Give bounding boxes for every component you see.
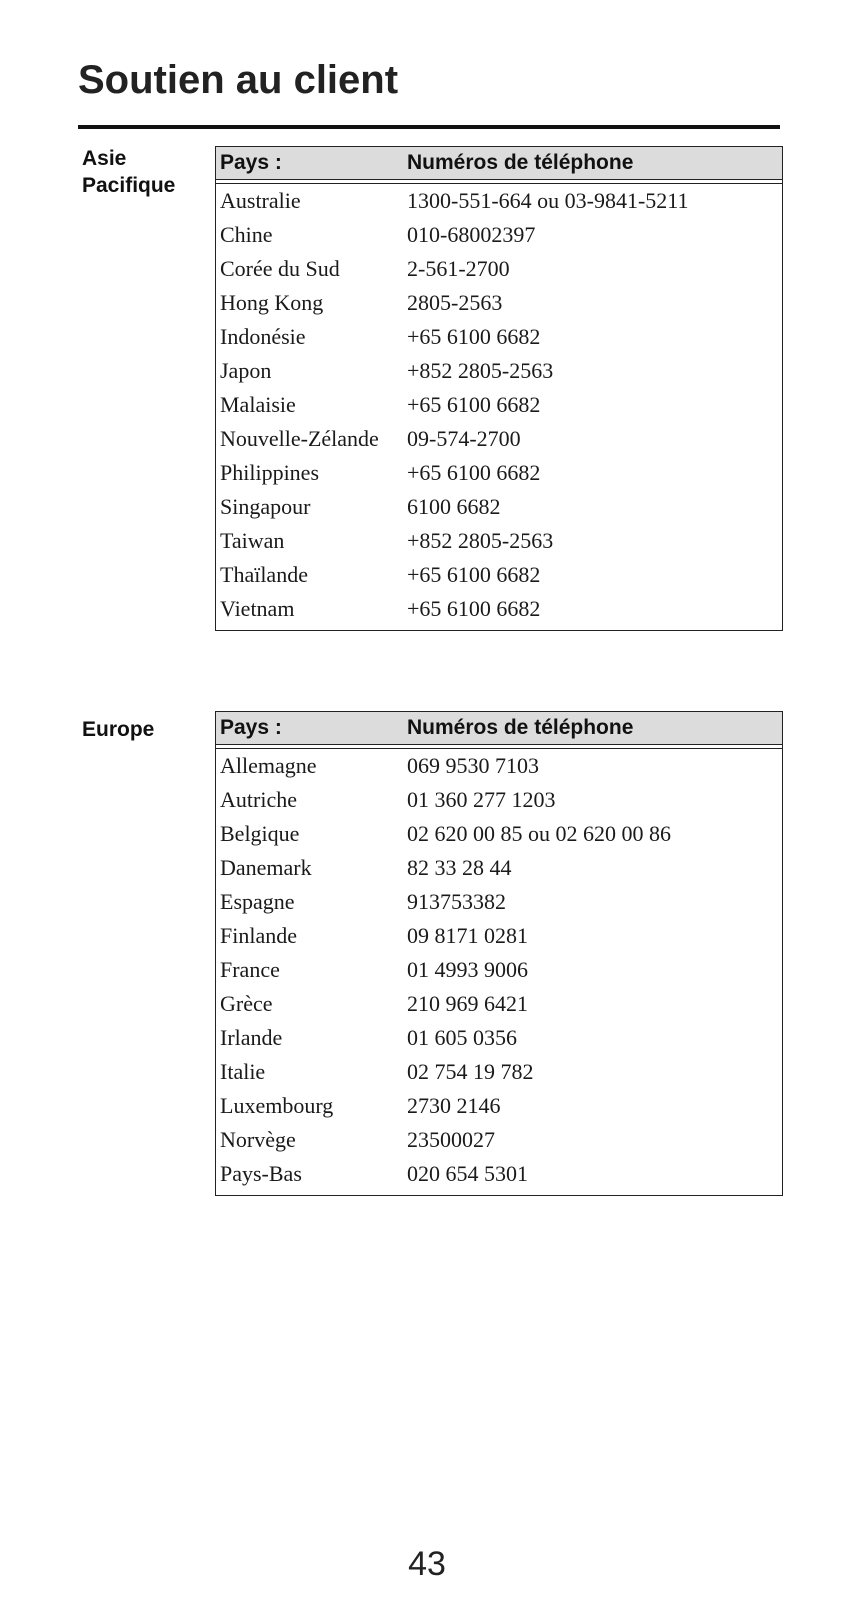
country-cell: Australie: [220, 188, 301, 213]
country-cell: Malaisie: [220, 392, 296, 417]
phone-cell: 6100 6682: [407, 494, 501, 519]
country-cell: Danemark: [220, 855, 312, 880]
country-cell: Pays-Bas: [220, 1161, 302, 1186]
section-label-line: Europe: [82, 718, 155, 741]
europe-phone-table: [215, 711, 783, 1196]
phone-cell: 02 754 19 782: [407, 1059, 534, 1084]
table-row: [216, 592, 782, 626]
table-row: [216, 851, 782, 885]
table-row: [216, 320, 782, 354]
phone-cell: 020 654 5301: [407, 1161, 528, 1186]
country-cell: Indonésie: [220, 324, 306, 349]
table-row: [216, 987, 782, 1021]
header-country: Pays :: [220, 716, 282, 739]
country-cell: Italie: [220, 1059, 266, 1084]
table-row: [216, 885, 782, 919]
country-cell: Taiwan: [220, 528, 285, 553]
title-divider: [78, 125, 780, 129]
page-title: Soutien au client: [78, 58, 399, 102]
phone-cell: +65 6100 6682: [407, 596, 541, 621]
country-cell: Allemagne: [220, 753, 317, 778]
table-row: [216, 817, 782, 851]
country-cell: Belgique: [220, 821, 300, 846]
phone-cell: 210 969 6421: [407, 991, 528, 1016]
phone-cell: +852 2805-2563: [407, 528, 554, 553]
country-cell: Thaïlande: [220, 562, 308, 587]
country-cell: Singapour: [220, 494, 311, 519]
country-cell: Philippines: [220, 460, 320, 485]
table-header: [216, 712, 782, 745]
phone-cell: 01 605 0356: [407, 1025, 517, 1050]
phone-cell: +65 6100 6682: [407, 324, 541, 349]
table-row: [216, 218, 782, 252]
section-label-europe: [82, 716, 154, 743]
country-cell: Luxembourg: [220, 1093, 334, 1118]
phone-cell: 2805-2563: [407, 290, 503, 315]
phone-cell: 82 33 28 44: [407, 855, 512, 880]
phone-cell: +65 6100 6682: [407, 392, 541, 417]
table-row: [216, 252, 782, 286]
phone-cell: 2730 2146: [407, 1093, 501, 1118]
country-cell: Japon: [220, 358, 272, 383]
asia-phone-table: [215, 146, 783, 631]
country-cell: Finlande: [220, 923, 297, 948]
phone-cell: 069 9530 7103: [407, 753, 539, 778]
phone-cell: 01 360 277 1203: [407, 787, 556, 812]
phone-cell: 02 620 00 85 ou 02 620 00 86: [407, 821, 671, 846]
phone-cell: 09-574-2700: [407, 426, 521, 451]
table-row: [216, 286, 782, 320]
phone-cell: 1300-551-664 ou 03-9841-5211: [407, 188, 689, 213]
table-row: [216, 953, 782, 987]
header-phone: Numéros de téléphone: [407, 716, 634, 739]
page-number: 43: [408, 1545, 446, 1583]
table-row: [216, 1157, 782, 1191]
country-cell: Hong Kong: [220, 290, 324, 315]
table-body: [216, 184, 782, 630]
table-row: [216, 558, 782, 592]
country-cell: Irlande: [220, 1025, 283, 1050]
table-row: [216, 184, 782, 218]
phone-cell: 010-68002397: [407, 222, 536, 247]
table-body: [216, 749, 782, 1195]
table-row: [216, 749, 782, 783]
phone-cell: +65 6100 6682: [407, 460, 541, 485]
table-row: [216, 783, 782, 817]
section-label-asia-pacific: [82, 145, 175, 199]
section-label-line: Pacifique: [82, 174, 176, 197]
phone-cell: 23500027: [407, 1127, 495, 1152]
country-cell: Nouvelle-Zélande: [220, 426, 379, 451]
country-cell: Vietnam: [220, 596, 295, 621]
table-row: [216, 422, 782, 456]
country-cell: Autriche: [220, 787, 297, 812]
table-row: [216, 354, 782, 388]
table-header: [216, 147, 782, 180]
phone-cell: 2-561-2700: [407, 256, 510, 281]
phone-cell: +65 6100 6682: [407, 562, 541, 587]
header-country: Pays :: [220, 151, 282, 174]
table-row: [216, 388, 782, 422]
table-row: [216, 919, 782, 953]
phone-cell: 913753382: [407, 889, 506, 914]
phone-cell: +852 2805-2563: [407, 358, 554, 383]
country-cell: Corée du Sud: [220, 256, 340, 281]
table-row: [216, 1021, 782, 1055]
table-row: [216, 1055, 782, 1089]
table-row: [216, 490, 782, 524]
country-cell: France: [220, 957, 280, 982]
phone-cell: 09 8171 0281: [407, 923, 528, 948]
table-row: [216, 456, 782, 490]
table-row: [216, 1123, 782, 1157]
country-cell: Espagne: [220, 889, 295, 914]
header-phone: Numéros de téléphone: [407, 151, 634, 174]
country-cell: Chine: [220, 222, 273, 247]
table-row: [216, 524, 782, 558]
phone-cell: 01 4993 9006: [407, 957, 528, 982]
section-label-line: Asie: [82, 147, 127, 170]
table-row: [216, 1089, 782, 1123]
country-cell: Norvège: [220, 1127, 296, 1152]
country-cell: Grèce: [220, 991, 273, 1016]
